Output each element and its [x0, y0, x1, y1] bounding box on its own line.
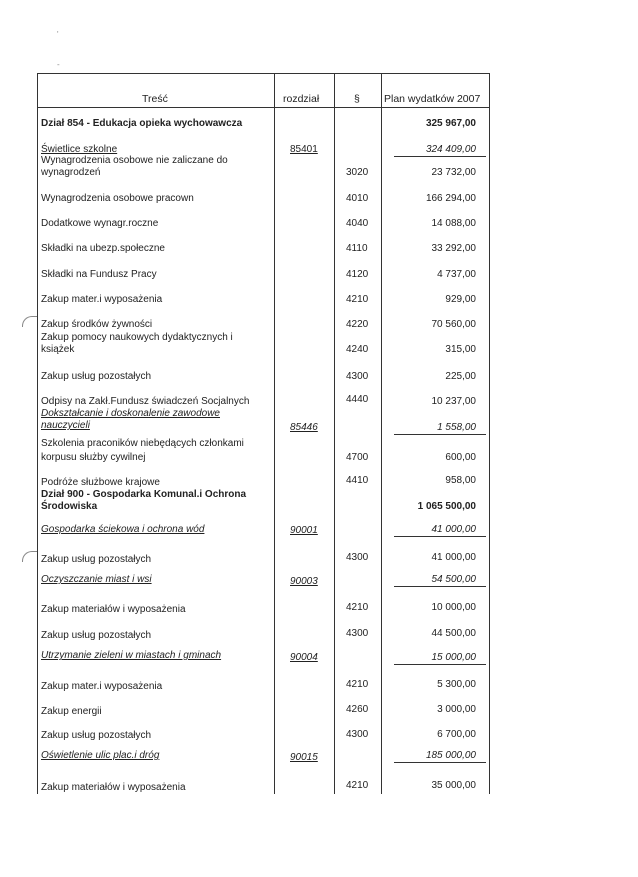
- section-title: Dział 900 - Gospodarka Komunal.i Ochrona: [41, 489, 247, 500]
- paragraph-code: 4700: [346, 452, 369, 463]
- plan-value: 929,00: [445, 294, 476, 305]
- plan-value: 6 700,00: [437, 729, 476, 740]
- row-text: Dodatkowe wynagr.roczne: [41, 218, 159, 229]
- paragraph-code: 4210: [346, 602, 369, 613]
- chapter-title: Świetlice szkolne: [41, 144, 118, 155]
- chapter-title: Dokształcanie i doskonalenie zawodowe: [41, 408, 220, 419]
- chapter-underline: [394, 586, 486, 587]
- paragraph-code: 4010: [346, 193, 369, 204]
- plan-value: 166 294,00: [425, 193, 476, 204]
- plan-value: 10 000,00: [431, 602, 476, 613]
- chapter-code: 90015: [290, 752, 318, 763]
- chapter-title: Gospodarka ściekowa i ochrona wód: [41, 524, 205, 535]
- plan-value: 324 409,00: [425, 144, 476, 155]
- section-title: Środowiska: [41, 501, 98, 512]
- plan-value: 4 737,00: [437, 269, 476, 280]
- margin-mark: [22, 316, 37, 327]
- paragraph-code: 4040: [346, 218, 369, 229]
- chapter-code: 90001: [290, 525, 318, 536]
- plan-value: 14 088,00: [431, 218, 476, 229]
- row-text: Zakup pomocy naukowych dydaktycznych i: [41, 332, 233, 343]
- plan-value: 54 500,00: [431, 574, 476, 585]
- chapter-title: nauczycieli: [41, 420, 90, 431]
- paragraph-code: 4300: [346, 371, 369, 382]
- row-text: wynagrodzeń: [41, 167, 101, 178]
- row-text: Zakup usług pozostałych: [41, 554, 152, 565]
- column-divider: [334, 74, 335, 794]
- chapter-code: 90004: [290, 652, 318, 663]
- row-text: Zakup usług pozostałych: [41, 371, 152, 382]
- paragraph-code: 4220: [346, 319, 369, 330]
- row-text: Zakup materiałów i wyposażenia: [41, 604, 186, 615]
- plan-value: 70 560,00: [431, 319, 476, 330]
- plan-value: 325 967,00: [425, 118, 476, 129]
- plan-value: 23 732,00: [431, 167, 476, 178]
- row-text: Szkolenia praconików niebędących członkami: [41, 438, 244, 449]
- chapter-underline: [394, 434, 486, 435]
- header-tresc: Treść: [142, 93, 168, 105]
- row-text: Wynagrodzenia osobowe pracown: [41, 193, 194, 204]
- paragraph-code: 4300: [346, 552, 369, 563]
- paragraph-code: 4300: [346, 628, 369, 639]
- header-divider: [38, 107, 489, 108]
- margin-mark: [22, 551, 37, 562]
- chapter-underline: [394, 536, 486, 537]
- chapter-underline: [394, 762, 486, 763]
- header-plan: Plan wydatków 2007: [384, 93, 481, 105]
- chapter-underline: [394, 156, 486, 157]
- plan-value: 185 000,00: [425, 750, 476, 761]
- plan-value: 958,00: [445, 475, 476, 486]
- plan-value: 3 000,00: [437, 704, 476, 715]
- row-text: Wynagrodzenia osobowe nie zaliczane do: [41, 155, 228, 166]
- paragraph-code: 3020: [346, 167, 369, 178]
- header-paragraf: §: [354, 93, 360, 105]
- row-text: Zakup energii: [41, 706, 102, 717]
- plan-value: 1 558,00: [437, 422, 476, 433]
- row-text: Zakup mater.i wyposażenia: [41, 681, 163, 692]
- plan-value: 225,00: [445, 371, 476, 382]
- paragraph-code: 4410: [346, 475, 369, 486]
- row-text: Zakup materiałów i wyposażenia: [41, 782, 186, 793]
- header-rozdzial: rozdział: [283, 93, 320, 105]
- plan-value: 1 065 500,00: [417, 501, 476, 512]
- plan-value: 41 000,00: [431, 524, 476, 535]
- row-text: Zakup usług pozostałych: [41, 630, 152, 641]
- row-text: Składki na ubezp.społeczne: [41, 243, 165, 254]
- paragraph-code: 4300: [346, 729, 369, 740]
- plan-value: 15 000,00: [431, 652, 476, 663]
- paragraph-code: 4440: [346, 394, 369, 405]
- plan-value: 33 292,00: [431, 243, 476, 254]
- chapter-title: Oświetlenie ulic plac.i dróg: [41, 750, 160, 761]
- paragraph-code: 4210: [346, 679, 369, 690]
- scan-speck: -: [57, 60, 60, 69]
- budget-table: [37, 73, 490, 794]
- chapter-code: 85446: [290, 422, 318, 433]
- plan-value: 35 000,00: [431, 780, 476, 791]
- row-text: Zakup środków żywności: [41, 319, 153, 330]
- section-title: Dział 854 - Edukacja opieka wychowawcza: [41, 118, 243, 129]
- paragraph-code: 4260: [346, 704, 369, 715]
- column-divider: [274, 74, 275, 794]
- chapter-code: 85401: [290, 144, 318, 155]
- paragraph-code: 4120: [346, 269, 369, 280]
- paragraph-code: 4110: [346, 243, 368, 254]
- chapter-code: 90003: [290, 576, 318, 587]
- chapter-title: Utrzymanie zieleni w miastach i gminach: [41, 650, 222, 661]
- row-text: Zakup mater.i wyposażenia: [41, 294, 163, 305]
- paragraph-code: 4240: [346, 344, 369, 355]
- chapter-underline: [394, 664, 486, 665]
- plan-value: 600,00: [445, 452, 476, 463]
- row-text: Podróże służbowe krajowe: [41, 477, 160, 488]
- plan-value: 315,00: [445, 344, 476, 355]
- row-text: książek: [41, 344, 75, 355]
- plan-value: 10 237,00: [431, 396, 476, 407]
- chapter-title: Oczyszczanie miast i wsi: [41, 574, 152, 585]
- paragraph-code: 4210: [346, 294, 369, 305]
- scan-speck: ': [57, 30, 59, 39]
- row-text: Składki na Fundusz Pracy: [41, 269, 157, 280]
- row-text: korpusu służby cywilnej: [41, 452, 146, 463]
- plan-value: 41 000,00: [431, 552, 476, 563]
- row-text: Odpisy na Zakł.Fundusz świadczeń Socjalnych: [41, 396, 250, 407]
- plan-value: 5 300,00: [437, 679, 476, 690]
- paragraph-code: 4210: [346, 780, 369, 791]
- plan-value: 44 500,00: [431, 628, 476, 639]
- row-text: Zakup usług pozostałych: [41, 730, 152, 741]
